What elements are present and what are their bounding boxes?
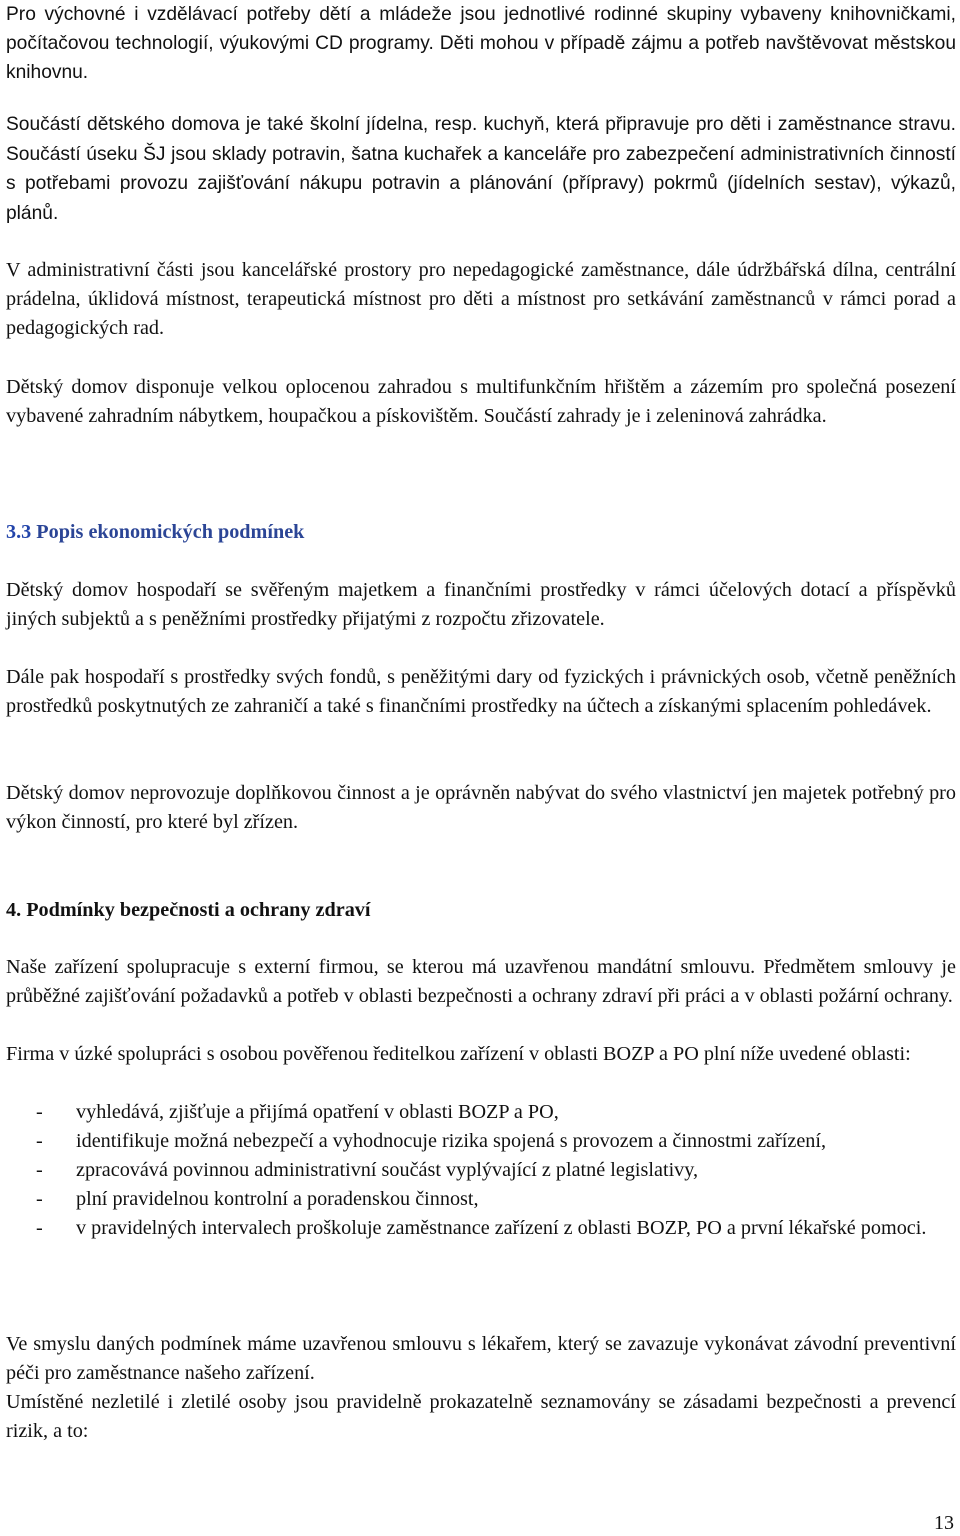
section-heading-3-3 [6,518,304,547]
paragraph-safety-3: Ve smyslu daných podmínek máme uzavřenou smlouvu s lékařem, který se zavazuje vykonávat závodní preventivní péči pro zaměstnance našeho zařízení. [6,1333,956,1384]
section-number: 3.3 [6,521,32,543]
list-item: - plní pravidelnou kontrolní a poradenskou činnost, [6,1185,956,1214]
paragraph-economy-1: Dětský domov hospodaří se svěřeným majetkem a finančními prostředky v rámci účelových dotací a příspěvků jiných subjektů a s peněžními prostředky přijatými z rozpočtu zřizovatele. [6,579,956,630]
safety-list [6,1098,956,1243]
paragraph-safety-2: Firma v úzké spolupráci s osobou pověřenou ředitelkou zařízení v oblasti BOZP a PO plní níže uvedené oblasti: [6,1043,911,1065]
page-number: 13 [934,1512,954,1534]
section-heading-4: 4. Podmínky bezpečnosti a ochrany zdraví [6,899,371,921]
list-item: - v pravidelných intervalech proškoluje zaměstnance zařízení z oblasti BOZP, PO a první lékařské pomoci. [6,1214,956,1243]
paragraph-library: Pro výchovné i vzdělávací potřeby dětí a mládeže jsou jednotlivé rodinné skupiny vybaveny knihovničkami, počítačovou technologií, výukovými CD programy. Děti mohou v případě zájmu a potřeb navštěvovat městskou knihovnu. [6,4,956,83]
paragraph-kitchen: Součástí dětského domova je také školní jídelna, resp. kuchyň, která připravuje pro děti i zaměstnance stravu. Součástí úseku ŠJ jsou sklady potravin, šatna kuchařek a kanceláře pro zabezpečení administrativních činností s potřebami provozu zajišťování nákupu potravin a plánování (přípravy) pokrmů (jídelních sestav), výkazů, plánů. [6,114,956,224]
paragraph-economy-3: Dětský domov neprovozuje doplňkovou činnost a je oprávněn nabývat do svého vlastnictví jen majetek potřebný pro výkon činností, pro které byl zřízen. [6,782,956,833]
list-item: - zpracovává povinnou administrativní součást vyplývající z platné legislativy, [6,1156,956,1185]
paragraph-safety-4: Umístěné nezletilé i zletilé osoby jsou pravidelně prokazatelně seznamovány se zásadami bezpečnosti a prevencí rizik, a to: [6,1391,956,1442]
list-item: - identifikuje možná nebezpečí a vyhodnocuje rizika spojená s provozem a činnostmi zařízení, [6,1127,956,1156]
list-item: - vyhledává, zjišťuje a přijímá opatření v oblasti BOZP a PO, [6,1098,956,1127]
paragraph-economy-2: Dále pak hospodaří s prostředky svých fondů, s peněžitými dary od fyzických i právnických osob, včetně peněžních prostředků poskytnutých ze zahraničí a také s finančními prostředky na účtech a získanými splacením pohledávek. [6,666,956,717]
section-title: Popis ekonomických podmínek [36,521,305,543]
paragraph-safety-1: Naše zařízení spolupracuje s externí firmou, se kterou má uzavřenou mandátní smlouvu. Předmětem smlouvy je průběžné zajišťování požadavků a potřeb v oblasti bezpečnosti a ochrany zdraví při práci a v oblasti požární ochrany. [6,956,956,1007]
paragraph-garden: Dětský domov disponuje velkou oplocenou zahradou s multifunkčním hřištěm a zázemím pro společná posezení vybavené zahradním nábytkem, houpačkou a pískovištěm. Součástí zahrady je i zeleninová zahrádka. [6,376,956,427]
paragraph-administration: V administrativní části jsou kancelářské prostory pro nepedagogické zaměstnance, dále údržbářská dílna, centrální prádelna, úklidová místnost, terapeutická místnost pro děti a místnost pro setkávání zaměstnanců v rámci porad a pedagogických rad. [6,259,956,339]
